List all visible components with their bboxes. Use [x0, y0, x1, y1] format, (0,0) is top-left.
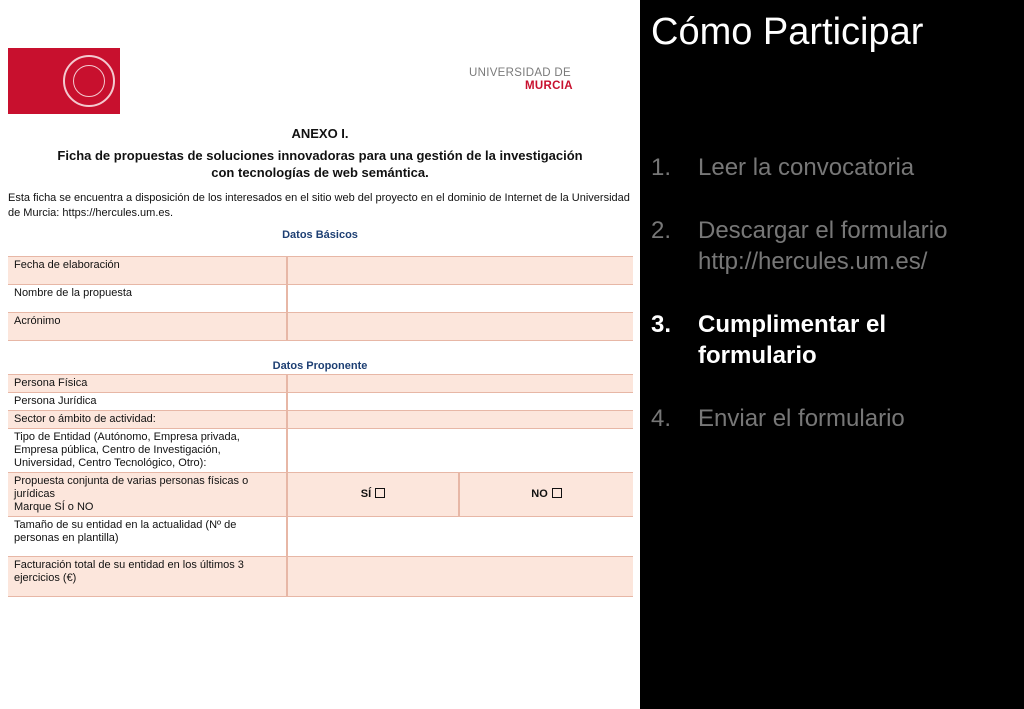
no-option[interactable] — [459, 473, 633, 517]
university-name — [469, 67, 573, 93]
step-text-continued: formulario — [698, 342, 817, 369]
university-logo — [8, 48, 120, 114]
form-title-line2: con tecnologías de web semántica. — [211, 165, 429, 180]
joint-proposal-hint: Marque SÍ o NO — [14, 501, 94, 513]
step-item — [651, 215, 1011, 277]
table-row — [8, 557, 633, 597]
step-item-active — [651, 309, 1011, 371]
table-row — [8, 393, 633, 411]
row-value-field[interactable] — [287, 313, 633, 341]
steps-list — [651, 152, 1011, 466]
proponent-data-table — [8, 374, 633, 597]
row-label: Nombre de la propuesta — [8, 285, 287, 313]
row-label: Acrónimo — [8, 313, 287, 341]
row-label: Facturación total de su entidad en los últimos 3 ejercicios (€) — [8, 557, 287, 597]
table-row — [8, 375, 633, 393]
steps-panel — [640, 0, 1024, 709]
row-value-field[interactable] — [287, 285, 633, 313]
joint-proposal-label — [8, 473, 287, 517]
table-row — [8, 517, 633, 557]
no-label: NO — [531, 488, 548, 500]
basic-data-table — [8, 256, 633, 341]
row-value-field[interactable] — [287, 257, 633, 285]
table-row — [8, 473, 633, 517]
step-number: 2. — [651, 217, 672, 244]
step-item — [651, 152, 1011, 183]
row-label: Tipo de Entidad (Autónomo, Empresa privada, Empresa pública, Centro de Investigación, Universidad, Centro Tecnológico, Otro): — [8, 429, 287, 473]
row-label: Tamaño de su entidad en la actualidad (Nº de personas en plantilla) — [8, 517, 287, 557]
step-number: 3. — [651, 311, 672, 338]
table-row — [8, 429, 633, 473]
step-text: Descargar el formulario — [698, 217, 948, 244]
step-item — [651, 403, 1011, 434]
panel-title: Cómo Participar — [651, 11, 924, 53]
step-text: Cumplimentar el — [698, 311, 887, 338]
joint-proposal-question: Propuesta conjunta de varias personas físicas o jurídicas — [14, 475, 249, 500]
proponent-data-heading: Datos Proponente — [272, 360, 368, 372]
university-name-line1: UNIVERSIDAD DE — [469, 67, 571, 79]
step-text: Leer la convocatoria — [698, 154, 915, 181]
row-label: Fecha de elaboración — [8, 257, 287, 285]
annex-title: ANEXO I. — [291, 126, 349, 141]
step-number: 1. — [651, 154, 672, 181]
row-label: Persona Jurídica — [8, 393, 287, 411]
step-number: 4. — [651, 405, 672, 432]
university-seal-icon — [63, 55, 115, 107]
yes-checkbox-icon[interactable] — [375, 488, 385, 498]
row-value-field[interactable] — [287, 429, 633, 473]
form-title — [0, 147, 640, 181]
basic-data-heading: Datos Básicos — [282, 229, 358, 241]
row-value-field[interactable] — [287, 411, 633, 429]
table-row — [8, 411, 633, 429]
yes-label: SÍ — [360, 488, 372, 500]
step-text: Enviar el formulario — [698, 405, 905, 432]
intro-text: Esta ficha se encuentra a disposición de los interesados en el sitio web del proyecto en el dominio de Internet de la Universidad de Murcia: https://hercules.um.es. — [8, 192, 630, 219]
row-value-field[interactable] — [287, 517, 633, 557]
row-label: Sector o ámbito de actividad: — [8, 411, 287, 429]
row-value-field[interactable] — [287, 393, 633, 411]
table-row — [8, 257, 633, 285]
step-link[interactable]: http://hercules.um.es/ — [698, 248, 928, 275]
no-checkbox-icon[interactable] — [552, 488, 562, 498]
yes-option[interactable] — [287, 473, 459, 517]
row-value-field[interactable] — [287, 375, 633, 393]
university-name-line2: MURCIA — [525, 80, 573, 92]
form-title-line1: Ficha de propuestas de soluciones innovadoras para una gestión de la investigación — [57, 148, 583, 163]
row-value-field[interactable] — [287, 557, 633, 597]
row-label: Persona Física — [8, 375, 287, 393]
table-row — [8, 285, 633, 313]
table-row — [8, 313, 633, 341]
